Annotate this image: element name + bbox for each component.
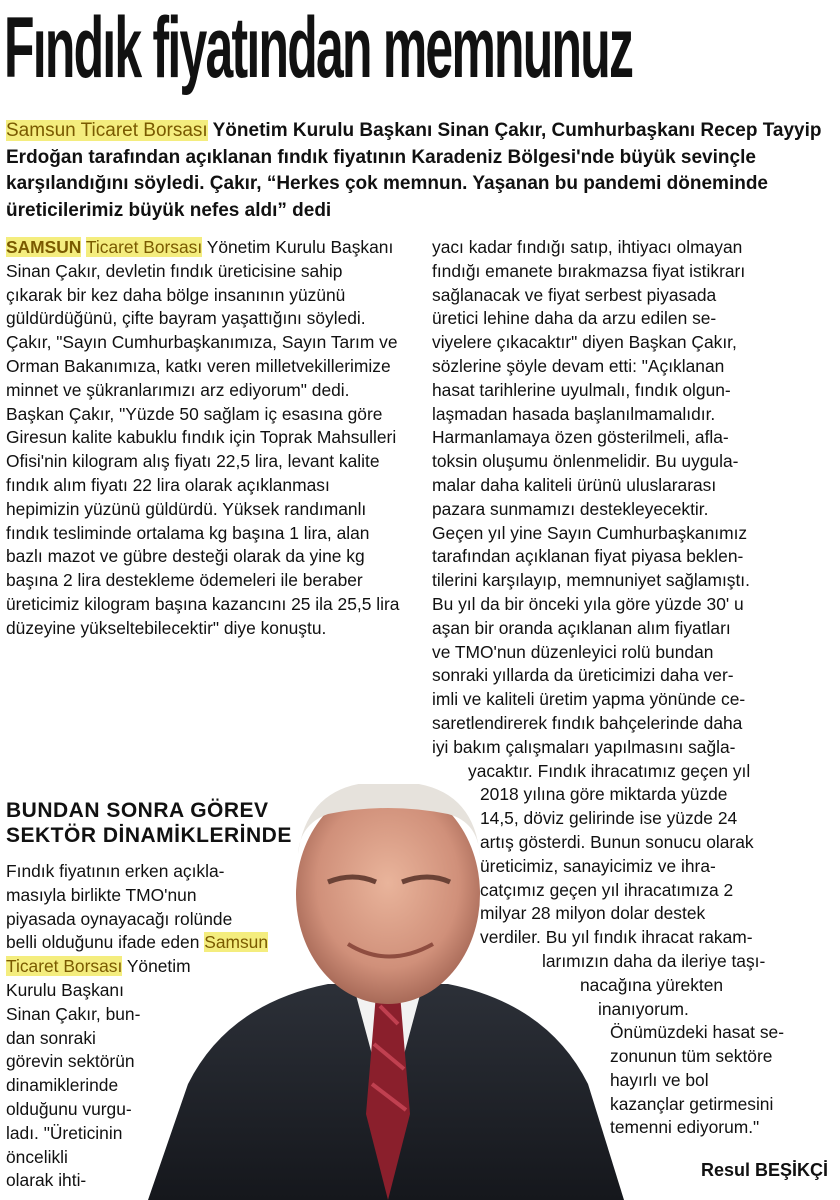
col3-line: Ticaret Borsası Yönetim <box>6 956 191 977</box>
col2-line: tilerini karşılayıp, memnuniyet sağlamıştı. <box>432 570 750 591</box>
col2-line: Önümüzdeki hasat se- <box>610 1022 784 1043</box>
col3-line: öncelikli <box>6 1146 68 1167</box>
col3-line: Kurulu Başkanı <box>6 979 124 1000</box>
col2-line: verdiler. Bu yıl fındık ihracat rakam- <box>480 927 753 948</box>
lead-highlight: Samsun Ticaret Borsası <box>6 120 208 141</box>
col2-line: inanıyorum. <box>598 998 689 1019</box>
col2-line: 2018 yılına göre miktarda yüzde <box>480 784 728 805</box>
col3-line: belli olduğunu ifade eden Samsun <box>6 932 269 953</box>
col1-highlight: Ticaret Borsası <box>85 237 203 257</box>
col3-highlight: Samsun <box>204 932 269 953</box>
byline: Resul BEŞİKÇİ <box>700 1160 828 1180</box>
col2-line: tarafından açıklanan fiyat piyasa beklen- <box>432 546 744 567</box>
col1-lead-word: SAMSUN <box>6 237 82 257</box>
col2-line: nacağına yürekten <box>580 974 724 995</box>
col3-line: olarak ihti- <box>6 1170 87 1191</box>
col2-line: sonraki yıllarda da üreticimizi daha ver- <box>432 665 734 686</box>
col1-text: Yönetim Kurulu Başkanı Sinan Çakır, devletin fındık üreticisine sahip çıkarak bir kez daha bölge insanının yüzünü güldürdüğünü, çifte bayram yaşattığını söyledi. Çakır, "Sayın Cumhurbaşkanımıza, Sayın Tarım ve Orman Bakanımıza, katkı veren milletvekillerimize minnet ve şükranlarımızı arz ediyorum" dedi. Başkan Çakır, "Yüzde 50 sağlam iç esasına göre Giresun kalite kabuklu fındık için Toprak Mahsulleri Ofisi'nin kilogram alış fiyatı 22,5 lira, levant kalite fındık alım fiyatı 22 lira olarak açıklanması hepimizin yüzünü güldürdü. Yüksek randımanlı fındık tesliminde ortalama kg başına 1 lira, alan bazlı mazot ve gübre desteği olarak da yine kg başına 2 lira destekleme ödemeleri ile beraber üreticimiz kilogram başına kazancını 25 ila 25,5 lira düzeyine yükseltebilecektir" diye konuştu. <box>6 237 400 638</box>
col2-line: laşmadan hasada başlanılmamalıdır. <box>432 403 716 424</box>
col2-line: Geçen yıl yine Sayın Cumhurbaşkanımız <box>432 522 748 543</box>
col2-line: hasat tarihlerine uyulmalı, fındık olgun- <box>432 379 731 400</box>
portrait-photo <box>148 784 624 1200</box>
col2-line: artış gösterdi. Bunun sonucu olarak <box>480 831 754 852</box>
col2-line: temenni ediyorum." <box>610 1117 760 1138</box>
col2-line: sağlanacak ve fiyat serbest piyasada <box>432 284 717 305</box>
col2-line: catçımız geçen yıl ihracatımıza 2 <box>480 879 734 900</box>
col2-line: viyelere çıkacaktır" diyen Başkan Çakır, <box>432 332 737 353</box>
col2-line: Bu yıl da bir önceki yıla göre yüzde 30' u <box>432 593 744 614</box>
headline: Fındık fiyatından memnunuz <box>4 0 633 96</box>
col2-line: iyi bakım çalışmaları yapılmasını sağla- <box>432 736 736 757</box>
col2-line: saretlendirerek fındık bahçelerinde daha <box>432 712 743 733</box>
col2-line: zonunun tüm sektöre <box>610 1046 773 1067</box>
col3-line: dan sonraki <box>6 1027 96 1048</box>
col2-line: yacaktır. Fındık ihracatımız geçen yıl <box>468 760 751 781</box>
lead-text: Yönetim Kurulu Başkanı Sinan Çakır, Cumhurbaşkanı Recep Tayyip Erdoğan tarafından açıklanan fındık fiyatının Karadeniz Bölgesi'nde büyük sevinçle karşılandığını söyledi. Çakır, “Herkes çok memnun. Yaşanan bu pandemi döneminde üreticilerimiz büyük nefes aldı” dedi <box>6 120 822 221</box>
col2-line: pazara sunmamızı destekleyecektir. <box>432 498 709 519</box>
col2-line: aşan bir oranda açıklanan alım fiyatları <box>432 617 731 638</box>
col3-line: Sinan Çakır, bun- <box>6 1003 141 1024</box>
col3-line: olduğunu vurgu- <box>6 1098 132 1119</box>
lead-paragraph <box>6 118 832 224</box>
col3-line: masıyla birlikte TMO'nun <box>6 884 197 905</box>
col2-line: yacı kadar fındığı satıp, ihtiyacı olmayan <box>432 237 743 257</box>
col2-line: 14,5, döviz gelirinde ise yüzde 24 <box>480 808 738 829</box>
col3-line: Fındık fiyatının erken açıkla- <box>6 861 225 881</box>
column-1 <box>6 236 402 641</box>
col2-line: ve TMO'nun düzenleyici rolü bundan <box>432 641 714 662</box>
col3-highlight: Ticaret Borsası <box>6 956 123 977</box>
col2-line: hayırlı ve bol <box>610 1069 709 1090</box>
col2-line: fındığı emanete bırakmazsa fiyat istikrarı <box>432 260 746 281</box>
col2-line: kazançlar getirmesini <box>610 1093 774 1114</box>
col2-line: üretici lehine daha da arzu edilen se- <box>432 308 717 329</box>
col3-line: piyasada oynayacağı rolünde <box>6 908 233 929</box>
col2-line: üreticimiz, sanayicimiz ve ihra- <box>480 855 716 876</box>
col3-line: dinamiklerinde <box>6 1075 119 1096</box>
col2-line: toksin oluşumu önlenmelidir. Bu uygula- <box>432 451 739 472</box>
col2-line: milyar 28 milyon dolar destek <box>480 903 706 924</box>
col3-line: görevin sektörün <box>6 1051 135 1072</box>
col2-line: sözlerine şöyle devam etti: "Açıklanan <box>432 355 725 376</box>
col2-line: Harmanlamaya özen gösterilmeli, afla- <box>432 427 729 448</box>
subheading: BUNDAN SONRA GÖREV SEKTÖR DİNAMİKLERİNDE <box>6 799 292 847</box>
col3-line: ladı. "Üreticinin <box>6 1122 123 1143</box>
col2-line: imli ve kaliteli üretim yapma yönünde ce- <box>432 689 746 710</box>
col2-line: malar daha kaliteli ürünü uluslararası <box>432 474 717 495</box>
col2-line: larımızın daha da ileriye taşı- <box>542 950 766 971</box>
